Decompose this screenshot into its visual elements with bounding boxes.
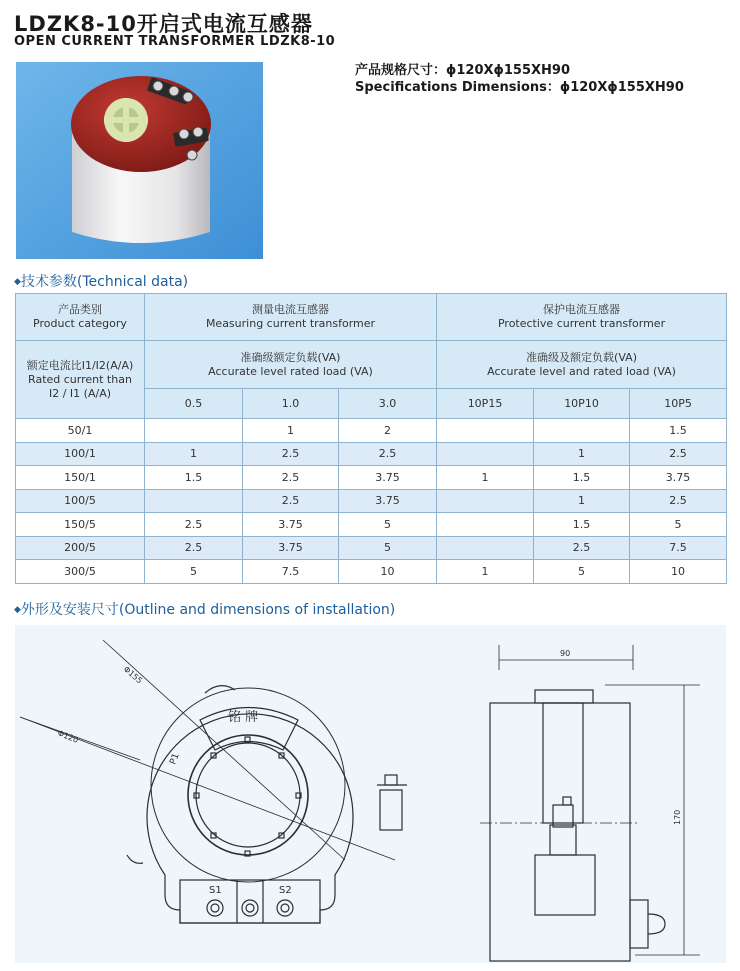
value-cell: 1 xyxy=(243,419,339,443)
outline-drawing xyxy=(15,625,726,963)
measuring-header: 测量电流互感器 Measuring current transformer xyxy=(145,294,437,341)
class-header: 0.5 xyxy=(145,389,243,419)
accurate-level-header: 准确级额定负载(VA) Accurate level rated load (VA) xyxy=(145,341,437,389)
table-row xyxy=(16,536,727,560)
value-cell xyxy=(145,419,243,443)
class-header: 1.0 xyxy=(243,389,339,419)
value-cell xyxy=(437,442,534,466)
nameplate-label: 铭 牌 xyxy=(228,710,259,725)
ratio-cell: 300/5 xyxy=(16,560,145,584)
product-photo xyxy=(16,62,263,259)
rated-current-header: 额定电流比I1/I2(A/A) Rated current than I2 / I1 (A/A) xyxy=(16,341,145,419)
value-cell xyxy=(437,513,534,537)
value-cell: 1 xyxy=(145,442,243,466)
value-cell: 2.5 xyxy=(534,536,630,560)
value-cell: 2.5 xyxy=(243,466,339,490)
value-cell: 1 xyxy=(534,489,630,513)
value-cell: 7.5 xyxy=(243,560,339,584)
value-cell: 1 xyxy=(534,442,630,466)
value-cell xyxy=(437,489,534,513)
value-cell xyxy=(437,536,534,560)
value-cell: 3.75 xyxy=(339,466,437,490)
spec-en: Specifications Dimensions：ϕ120Xϕ155XH90 xyxy=(355,80,684,95)
value-cell: 2.5 xyxy=(630,489,727,513)
value-cell: 3.75 xyxy=(243,513,339,537)
class-header: 10P15 xyxy=(437,389,534,419)
ratio-cell: 150/1 xyxy=(16,466,145,490)
value-cell: 2.5 xyxy=(145,513,243,537)
value-cell: 2.5 xyxy=(630,442,727,466)
ratio-cell: 50/1 xyxy=(16,419,145,443)
product-category-header: 产品类别 Product category xyxy=(16,294,145,341)
section-technical-data: ◆技术参数(Technical data) xyxy=(14,274,189,290)
ratio-cell: 150/5 xyxy=(16,513,145,537)
value-cell: 1.5 xyxy=(145,466,243,490)
ratio-cell: 100/5 xyxy=(16,489,145,513)
value-cell: 5 xyxy=(630,513,727,537)
value-cell: 1 xyxy=(437,466,534,490)
value-cell: 7.5 xyxy=(630,536,727,560)
value-cell: 1 xyxy=(437,560,534,584)
value-cell xyxy=(145,489,243,513)
value-cell: 10 xyxy=(339,560,437,584)
page-title: LDZK8-10开启式电流互感器 xyxy=(14,12,313,36)
value-cell: 2.5 xyxy=(339,442,437,466)
table-row xyxy=(16,489,727,513)
protective-header: 保护电流互感器 Protective current transformer xyxy=(437,294,727,341)
value-cell: 10 xyxy=(630,560,727,584)
value-cell: 5 xyxy=(339,536,437,560)
value-cell: 2.5 xyxy=(145,536,243,560)
diamond-bullet-icon: ◆ xyxy=(14,605,21,615)
ratio-cell: 100/1 xyxy=(16,442,145,466)
spec-cn: 产品规格尺寸：ϕ120Xϕ155XH90 xyxy=(355,63,570,78)
table-body xyxy=(16,419,727,584)
specifications xyxy=(355,62,684,96)
diamond-bullet-icon: ◆ xyxy=(14,277,21,287)
page-subtitle: OPEN CURRENT TRANSFORMER LDZK8-10 xyxy=(14,34,336,49)
value-cell: 2.5 xyxy=(243,442,339,466)
value-cell: 3.75 xyxy=(339,489,437,513)
value-cell: 5 xyxy=(534,560,630,584)
table-row xyxy=(16,560,727,584)
dim-height-label: 170 xyxy=(673,809,682,825)
value-cell xyxy=(437,419,534,443)
s1-label: S1 xyxy=(209,885,222,896)
table-row xyxy=(16,513,727,537)
ratio-cell: 200/5 xyxy=(16,536,145,560)
value-cell: 3.75 xyxy=(243,536,339,560)
table-row xyxy=(16,466,727,490)
value-cell: 1.5 xyxy=(630,419,727,443)
class-header: 10P5 xyxy=(630,389,727,419)
class-header: 10P10 xyxy=(534,389,630,419)
value-cell: 2 xyxy=(339,419,437,443)
dim-phi120-label: Φ120 xyxy=(56,728,80,745)
section-outline: ◆外形及安装尺寸(Outline and dimensions of installation) xyxy=(14,602,396,618)
class-header: 3.0 xyxy=(339,389,437,419)
value-cell: 3.75 xyxy=(630,466,727,490)
value-cell: 5 xyxy=(339,513,437,537)
value-cell: 2.5 xyxy=(243,489,339,513)
technical-data-table xyxy=(15,293,727,584)
table-row xyxy=(16,419,727,443)
s2-label: S2 xyxy=(279,885,292,896)
dim-width-label: 90 xyxy=(560,649,571,658)
accurate-level-protective-header: 准确级及额定负载(VA) Accurate level and rated load (VA) xyxy=(437,341,727,389)
p1-label: P1 xyxy=(168,752,182,767)
value-cell: 1.5 xyxy=(534,513,630,537)
dim-phi155-label: Φ155 xyxy=(121,664,145,686)
value-cell xyxy=(534,419,630,443)
table-row xyxy=(16,442,727,466)
value-cell: 5 xyxy=(145,560,243,584)
value-cell: 1.5 xyxy=(534,466,630,490)
